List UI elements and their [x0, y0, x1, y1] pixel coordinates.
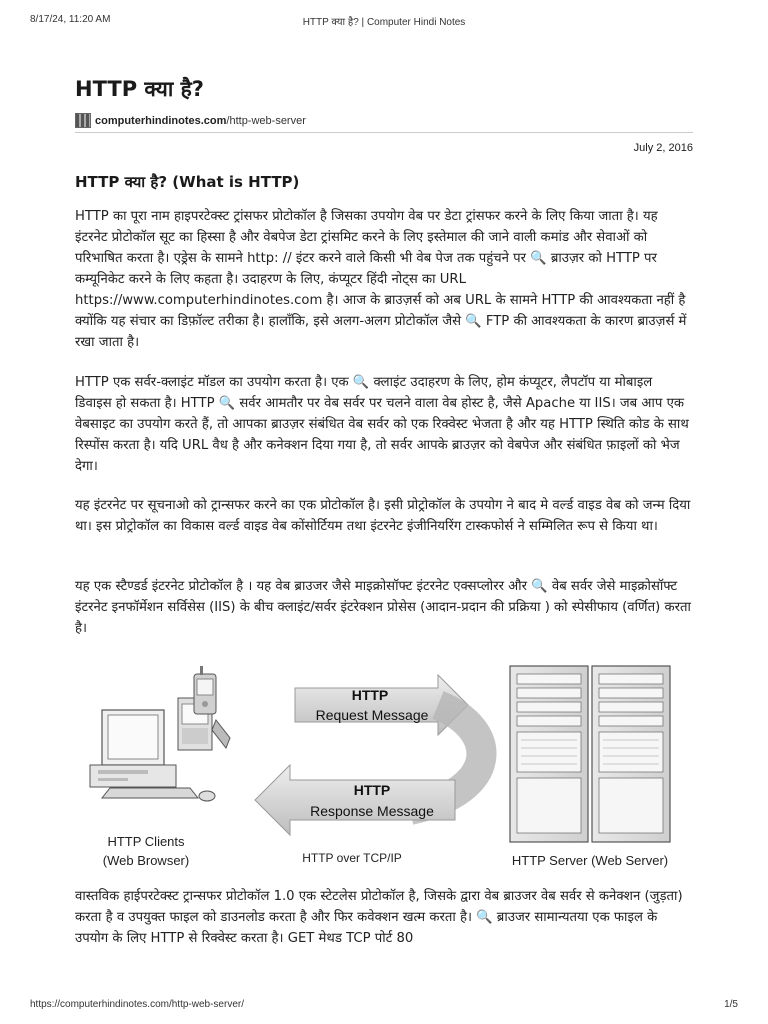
server-rack-icon	[510, 666, 670, 842]
transport-label: HTTP over TCP/IP	[302, 851, 402, 865]
paragraph-5: वास्तविक हाईपरटेक्स्ट ट्रान्सफर प्रोटोकॉल 1.0 एक स्टेटलेस प्रोटोकॉल है, जिसके द्वारा वेब ब्राउजर वेब सर्वर से कनेक्शन (जुड़ता) करता है व उपयुक्त फाइल को डाउनलोड करता है और फिर कवेक्शन खत्म करता है। 🔍 ब्राउजर सामान्यतया एक फाइल के उपयोग के लिए HTTP से रिक्वेस्ट करता है। GET मेथड TCP पोर्ट 80	[75, 889, 683, 946]
request-label-1: HTTP	[351, 687, 389, 703]
source-domain: computerhindinotes.com	[95, 114, 227, 127]
footer-url: https://computerhindinotes.com/http-web-server/	[30, 999, 244, 1010]
footer-page-number: 1/5	[724, 999, 738, 1010]
server-label: HTTP Server (Web Server)	[511, 853, 669, 868]
paragraph-2: HTTP एक सर्वर-क्लाइंट मॉडल का उपयोग करता है। एक 🔍 क्लाइंट उदाहरण के लिए, होम कंप्यूटर, लैपटॉप या मोबाइल डिवाइस हो सकता है। HTTP 🔍 सर्वर आमतौर पर वेब सर्वर पर चलने वाला वेब होस्ट है, जैसे Apache या IIS। जब आप एक वेबसाइट का उपयोग करते हैं, तो आपका ब्राउज़र संबंधित वेब सर्वर को एक रिक्वेस्ट भेजता है और यह HTTP स्थिति कोड के साथ रिस्पोंस करता है। यदि URL वैध है और कनेक्शन दिया गया है, तो सर्वर आपके ब्राउज़र को वेबपेज और संबंधित फ़ाइलों को भेज देगा।	[75, 375, 689, 474]
section-heading: HTTP क्या है? (What is HTTP)	[75, 173, 300, 191]
print-datetime: 8/17/24, 11:20 AM	[30, 14, 111, 25]
clients-label-2: (Web Browser)	[102, 853, 190, 868]
article-title: HTTP क्या है?	[75, 77, 204, 101]
client-computer-icon	[90, 666, 230, 801]
paragraph-4: यह एक स्टैण्डर्ड इंटरनेट प्रोटोकॉल है । यह वेब ब्राउजर जैसे माइक्रोसॉफ्ट इंटरनेट एक्सप्लोरर और 🔍 वेब सर्वर जेसे माइक्रोसॉफ्ट इंटरनेट इनफॉर्मेशन सर्विसेस (IIS) के बीच क्लाइंट/सर्वर इंटरेक्शन प्रोसेस (आदान-प्रदान की प्रक्रिया ) को स्पेसीफाय (वर्णित) करता है।	[75, 579, 691, 636]
print-page-title: HTTP क्या है? | Computer Hindi Notes	[302, 17, 466, 28]
paragraph-1: HTTP का पूरा नाम हाइपरटेक्स्ट ट्रांसफर प्रोटोकॉल है जिसका उपयोग वेब पर डेटा ट्रांसफर करने के लिए किया जाता है। यह इंटरनेट प्रोटोकॉल सूट का हिस्सा है और वेबपेज डेटा ट्रांसमिट करने के लिए इस्तेमाल की जाने वाली कमांड और सेवाओं को परिभाषित करता है। एड्रेस के सामने http: // इंटर करने वाले किसी भी वेब पेज तक पहुंचने पर 🔍 ब्राउज़र को HTTP पर कम्यूनिकेट करने के लिए कहता है। उदाहरण के लिए, कंप्यूटर हिंदी नोट्स का URL https://www.computerhindinotes.com है। आज के ब्राउज़र्स को अब URL के सामने HTTP की आवश्यकता नहीं है क्योंकि यह संचार का डिफ़ॉल्ट तरीका है। हालाँकि, इसे अलग-अलग प्रोटोकॉल जैसे 🔍 FTP की आवश्यकता के कारण ब्राउज़र्स में रखा जाता है।	[75, 209, 687, 350]
post-date: July 2, 2016	[633, 142, 693, 154]
request-label-2: Request Message	[315, 707, 429, 723]
response-label-2: Response Message	[310, 803, 434, 819]
source-line	[75, 113, 306, 128]
source-path: /http-web-server	[226, 114, 306, 127]
paragraph-3: यह इंटरनेट पर सूचनाओ को ट्रान्सफर करने का एक प्रोटोकॉल है। इसी प्रोट्रोकॉल के उपयोग ने बाद मे वर्ल्ड वाइड वेब को जन्म दिया था। इस प्रोट्रोकॉल का विकास वर्ल्ड वाइड वेब कोंसोर्टियम तथा इंटरनेट इंजीनियरिंग टास्कफोर्स ने सम्मिलित रूप से किया था।	[75, 498, 691, 534]
http-diagram	[80, 660, 690, 875]
site-favicon-icon	[75, 113, 91, 128]
response-label-1: HTTP	[353, 782, 391, 798]
source-link[interactable]	[95, 115, 306, 127]
divider	[75, 132, 693, 133]
clients-label-1: HTTP Clients	[107, 834, 185, 849]
response-arrow	[255, 765, 455, 835]
